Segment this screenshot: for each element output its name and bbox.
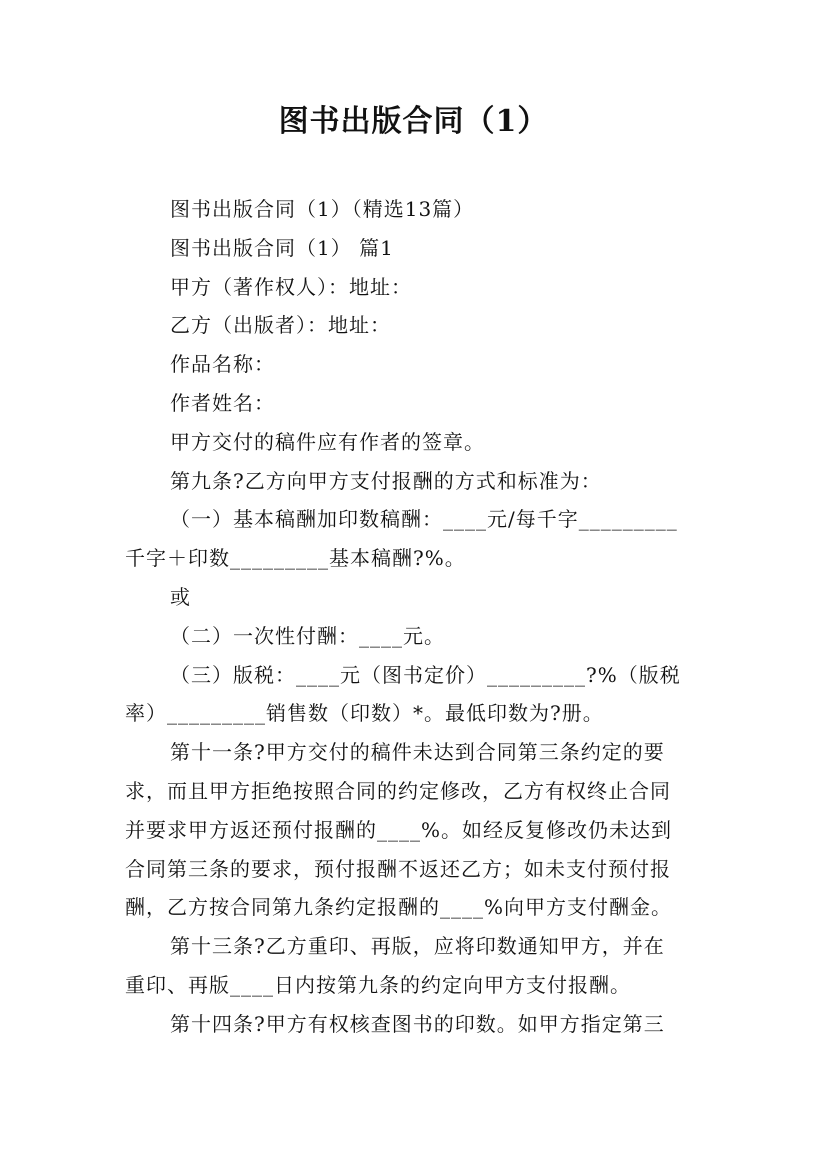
text-line: 或 <box>170 584 191 609</box>
text-line: （一）基本稿酬加印数稿酬：____元/每千字_________ <box>170 507 678 532</box>
text-line: 第九条?乙方向甲方支付报酬的方式和标准为： <box>170 468 602 493</box>
text-line: 乙方（出版者）：地址： <box>170 313 391 338</box>
document-body <box>125 190 703 1044</box>
text-line: 第十一条?甲方交付的稿件未达到合同第三条约定的要 <box>170 740 665 765</box>
document-title: 图书出版合同（1） <box>278 104 549 139</box>
text-line: （二）一次性付酬：____元。 <box>170 623 445 648</box>
text-line: 图书出版合同（1） 篇1 <box>170 235 394 260</box>
text-line: 甲方（著作权人）：地址： <box>170 274 412 299</box>
text-line: 并要求甲方返还预付报酬的____%。如经反复修改仍未达到 <box>125 817 673 842</box>
text-line: 甲方交付的稿件应有作者的签章。 <box>170 429 485 454</box>
text-line: 第十四条?甲方有权核查图书的印数。如甲方指定第三 <box>170 1011 665 1036</box>
text-line: 合同第三条的要求，预付报酬不返还乙方；如未支付预付报 <box>125 856 671 881</box>
text-line: 千字＋印数_________基本稿酬?%。 <box>125 546 466 571</box>
text-line: 酬，乙方按合同第九条约定报酬的____%向甲方支付酬金。 <box>125 895 673 920</box>
text-line: 作品名称： <box>170 352 275 377</box>
text-line: 求，而且甲方拒绝按照合同的约定修改，乙方有权终止合同 <box>125 778 671 803</box>
text-line: 作者姓名： <box>170 390 275 415</box>
text-line: 图书出版合同（1）（精选13篇） <box>170 197 475 221</box>
text-line: （三）版税：____元（图书定价）_________?%（版税 <box>170 662 681 687</box>
text-line: 第十三条?乙方重印、再版，应将印数通知甲方，并在 <box>170 934 665 959</box>
text-line: 率）_________销售数（印数）*。最低印数为?册。 <box>125 701 604 726</box>
text-line: 重印、再版____日内按第九条的约定向甲方支付报酬。 <box>125 972 631 997</box>
